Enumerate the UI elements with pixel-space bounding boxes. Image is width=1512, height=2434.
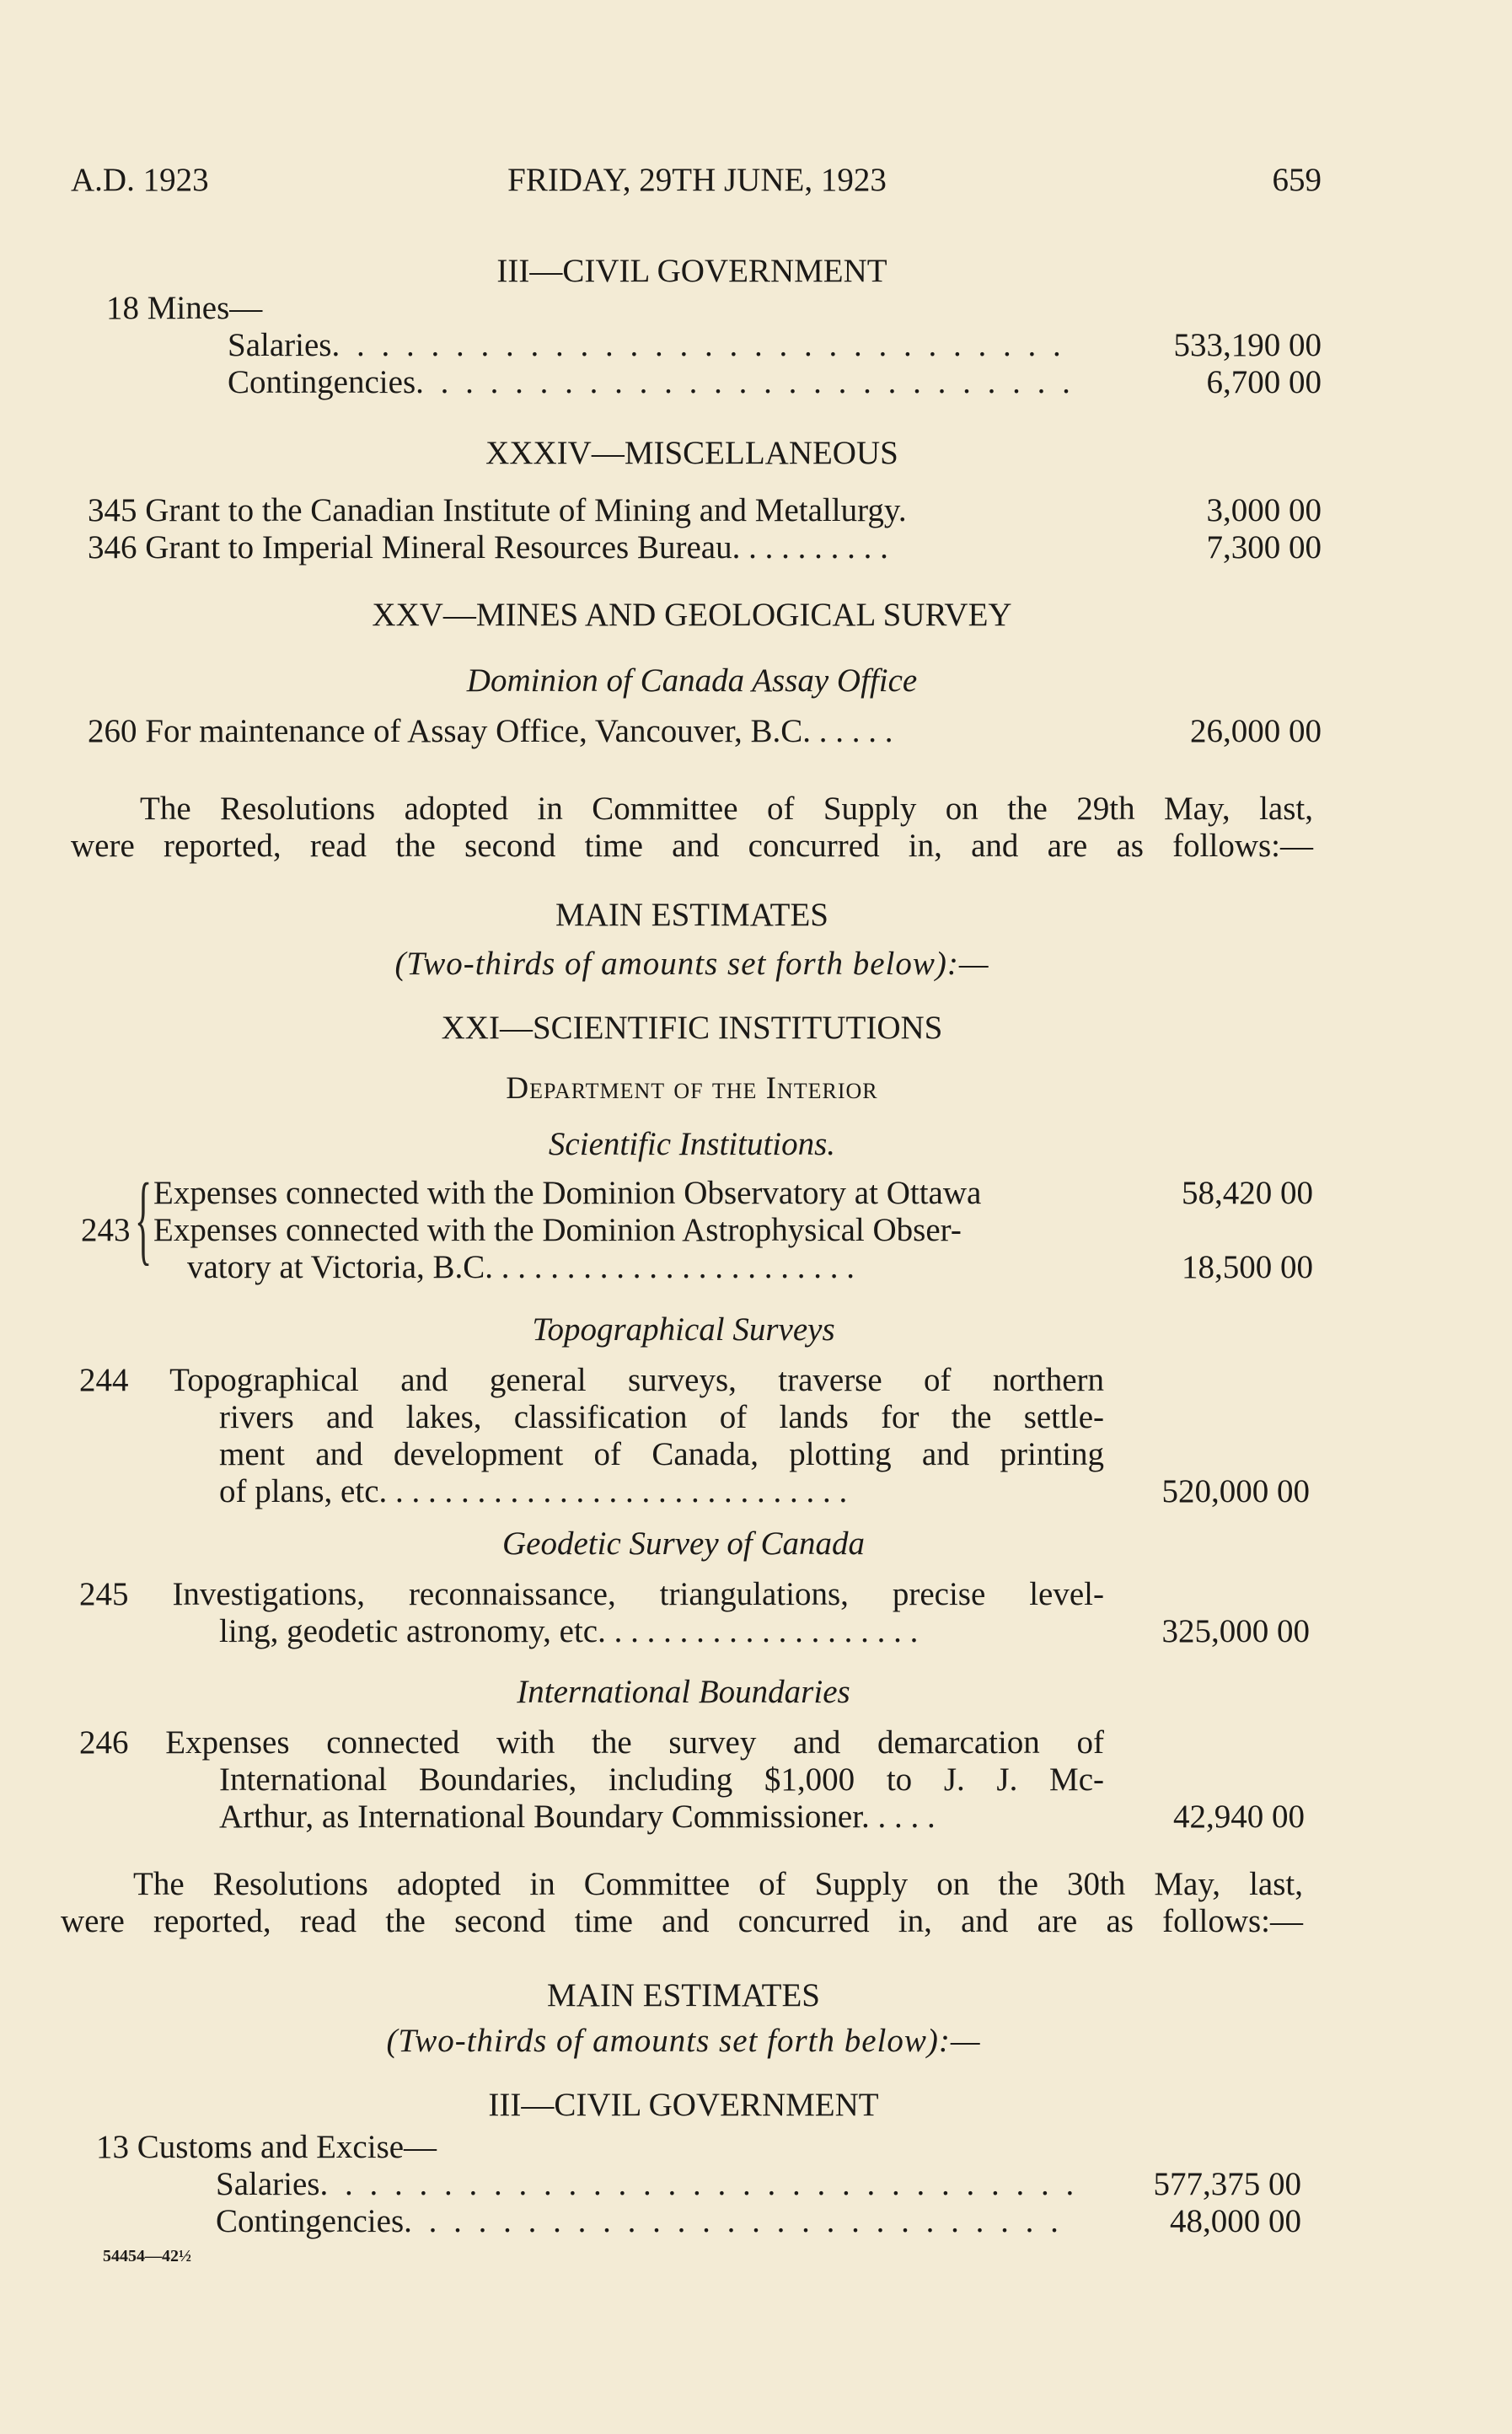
row-label: Salaries (228, 327, 332, 363)
item-246-line3: Arthur, as International Boundary Commissioner. . . . . (219, 1799, 936, 1835)
item-245-line2: ling, geodetic astronomy, etc. . . . . . . . . . . . . . . . . . . . (219, 1613, 919, 1649)
amount-245: 325,000 00 (1161, 1613, 1310, 1649)
leader-dots: . . . . . . . . . . . . . . . . . . . . . . . . . . . (416, 364, 1075, 400)
row-salaries-2 (216, 2166, 1078, 2203)
section-title-civil-government: III—CIVIL GOVERNMENT (496, 253, 887, 289)
section-title-miscellaneous: XXXIV—MISCELLANEOUS (485, 435, 898, 471)
item-246-line1: 246 Expenses connected with the survey and demarcation of (79, 1724, 1104, 1761)
amount-244: 520,000 00 (1161, 1473, 1310, 1509)
row-contingencies-2 (216, 2203, 1063, 2240)
header-date: FRIDAY, 29TH JUNE, 1923 (507, 162, 887, 198)
amount-salaries-2: 577,375 00 (1153, 2166, 1301, 2202)
item-245-line1: 245 Investigations, reconnaissance, triangulations, precise level- (79, 1576, 1104, 1612)
subheading-international-boundaries: International Boundaries (517, 1674, 850, 1710)
item-260: 260 For maintenance of Assay Office, Vancouver, B.C. . . . . . (88, 713, 893, 749)
item-243-line3: vatory at Victoria, B.C. . . . . . . . . . . . . . . . . . . . . . . (187, 1249, 855, 1285)
item-244-line2: rivers and lakes, classification of lands for the settle- (219, 1399, 1104, 1435)
item-18-mines: 18 Mines— (106, 290, 263, 326)
row-label: Salaries (216, 2166, 320, 2202)
main-estimates-subtitle: (Two-thirds of amounts set forth below):— (394, 946, 989, 982)
print-code: 54454—42½ (103, 2247, 191, 2265)
subheading-topographical-surveys: Topographical Surveys (532, 1311, 835, 1348)
amount-246: 42,940 00 (1173, 1799, 1305, 1835)
item-246-line2: International Boundaries, including $1,000 to J. J. Mc- (219, 1761, 1104, 1798)
main-estimates-subtitle-2: (Two-thirds of amounts set forth below):— (386, 2023, 981, 2059)
row-salaries (228, 327, 1065, 364)
amount-243-ottawa: 58,420 00 (1182, 1175, 1313, 1211)
section-title-mines-geological: XXV—MINES AND GEOLOGICAL SURVEY (372, 597, 1012, 633)
item-number-243: 243 (81, 1212, 131, 1248)
main-estimates-title: MAIN ESTIMATES (555, 897, 828, 933)
main-estimates-title-2: MAIN ESTIMATES (547, 1977, 820, 2013)
item-244-line1: 244 Topographical and general surveys, traverse of northern (79, 1362, 1104, 1398)
amount-260: 26,000 00 (1190, 713, 1322, 749)
section-title-civil-government-2: III—CIVIL GOVERNMENT (488, 2087, 879, 2123)
header-year: A.D. 1923 (71, 162, 209, 198)
row-label: Contingencies (228, 364, 416, 400)
item-243-line1: Expenses connected with the Dominion Observatory at Ottawa (153, 1175, 982, 1211)
amount-salaries: 533,190 00 (1173, 327, 1322, 363)
leader-dots: . . . . . . . . . . . . . . . . . . . . . . . . . . . (404, 2203, 1063, 2239)
paragraph-resolutions-2-line2: were reported, read the second time and concurred in, and are as follows:— (61, 1903, 1303, 1939)
paragraph-resolutions-2-line1: The Resolutions adopted in Committee of Supply on the 30th May, last, (133, 1866, 1303, 1902)
item-244-line3: ment and development of Canada, plotting and printing (219, 1436, 1104, 1472)
leader-dots: . . . . . . . . . . . . . . . . . . . . . . . . . . . . . . (331, 327, 1065, 363)
item-13-customs: 13 Customs and Excise— (96, 2129, 437, 2165)
row-contingencies (228, 364, 1075, 401)
amount-243-victoria: 18,500 00 (1182, 1249, 1313, 1285)
item-243-line2: Expenses connected with the Dominion Astrophysical Obser- (153, 1212, 962, 1248)
subheading-geodetic-survey: Geodetic Survey of Canada (502, 1525, 865, 1562)
amount-346: 7,300 00 (1206, 529, 1322, 566)
paragraph-resolutions-1-line2: were reported, read the second time and concurred in, and are as follows:— (71, 828, 1313, 864)
section-title-scientific-institutions: XXI—SCIENTIFIC INSTITUTIONS (441, 1010, 943, 1046)
subheading-scientific-institutions: Scientific Institutions. (548, 1126, 836, 1162)
item-346: 346 Grant to Imperial Mineral Resources Bureau. . . . . . . . . . (88, 529, 888, 566)
page-number: 659 (1272, 162, 1322, 198)
subtitle-assay-office: Dominion of Canada Assay Office (466, 662, 918, 699)
paragraph-resolutions-1-line1: The Resolutions adopted in Committee of Supply on the 29th May, last, (140, 791, 1313, 827)
amount-contingencies: 6,700 00 (1206, 364, 1322, 400)
item-345: 345 Grant to the Canadian Institute of Mining and Metallurgy. (88, 492, 907, 528)
brace-mark: { (135, 1162, 153, 1274)
amount-345: 3,000 00 (1206, 492, 1322, 528)
item-244-line4: of plans, etc. . . . . . . . . . . . . . . . . . . . . . . . . . . . . (219, 1473, 848, 1509)
row-label: Contingencies (216, 2203, 405, 2239)
amount-contingencies-2: 48,000 00 (1170, 2203, 1301, 2239)
department-heading: Department of the Interior (506, 1071, 878, 1106)
leader-dots: . . . . . . . . . . . . . . . . . . . . . . . . . . . . . . . (319, 2166, 1079, 2202)
